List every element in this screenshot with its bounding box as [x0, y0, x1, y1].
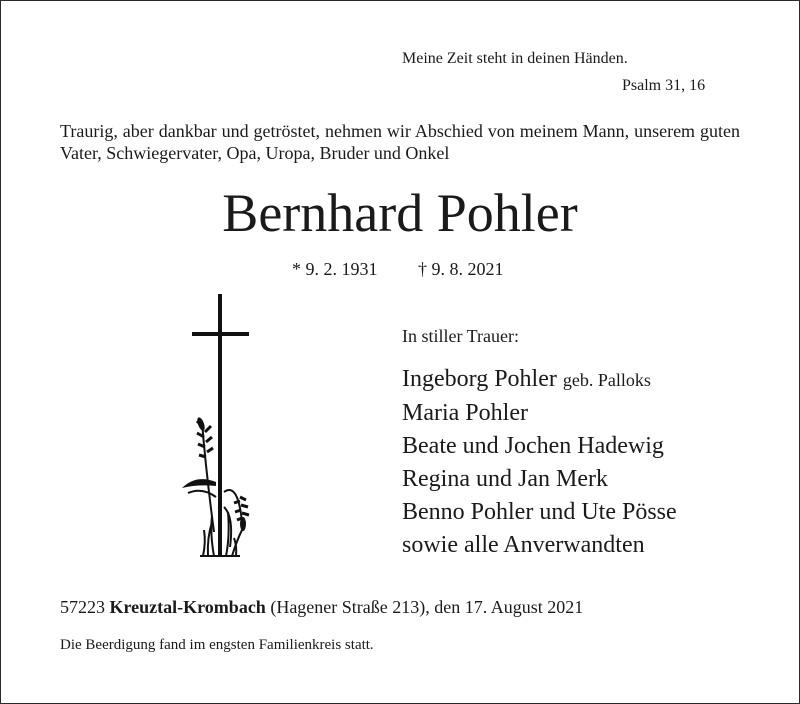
deceased-name: Bernhard Pohler — [222, 183, 578, 243]
intro-text: Traurig, aber dankbar und getröstet, nehmen wir Abschied von meinem Mann, unserem guten Vater, Schwiegervater, Opa, Uropa, Bruder und Onkel — [60, 121, 740, 163]
mourner-item — [402, 363, 677, 397]
cross-with-wheat-icon — [170, 292, 260, 562]
mourner-item: Regina und Jan Merk — [402, 466, 608, 492]
motto-source: Psalm 31, 16 — [622, 77, 706, 94]
street: (Hagener Straße 213), — [270, 597, 430, 617]
town: Kreuztal-Krombach — [109, 597, 266, 617]
mourner-item: Beate und Jochen Hadewig — [402, 433, 664, 459]
mourner-item: Benno Pohler und Ute Pösse — [402, 499, 677, 525]
notice-date: den 17. August 2021 — [434, 597, 584, 617]
place-and-date — [60, 597, 583, 618]
funeral-note: Die Beerdigung fand im engsten Familienkreis statt. — [60, 637, 374, 653]
mourner-item: Maria Pohler — [402, 400, 528, 426]
mourner-name: Ingeborg Pohler — [402, 366, 557, 392]
mourning-label: In stiller Trauer: — [402, 326, 519, 346]
mourner-item: sowie alle Anverwandten — [402, 532, 645, 558]
maiden-name: geb. Palloks — [562, 370, 651, 390]
death-date: † 9. 8. 2021 — [418, 259, 504, 279]
birth-date: * 9. 2. 1931 — [292, 259, 378, 279]
mourners-list — [402, 363, 677, 562]
motto-quote: Meine Zeit steht in deinen Händen. — [402, 50, 628, 67]
postcode: 57223 — [60, 597, 105, 617]
